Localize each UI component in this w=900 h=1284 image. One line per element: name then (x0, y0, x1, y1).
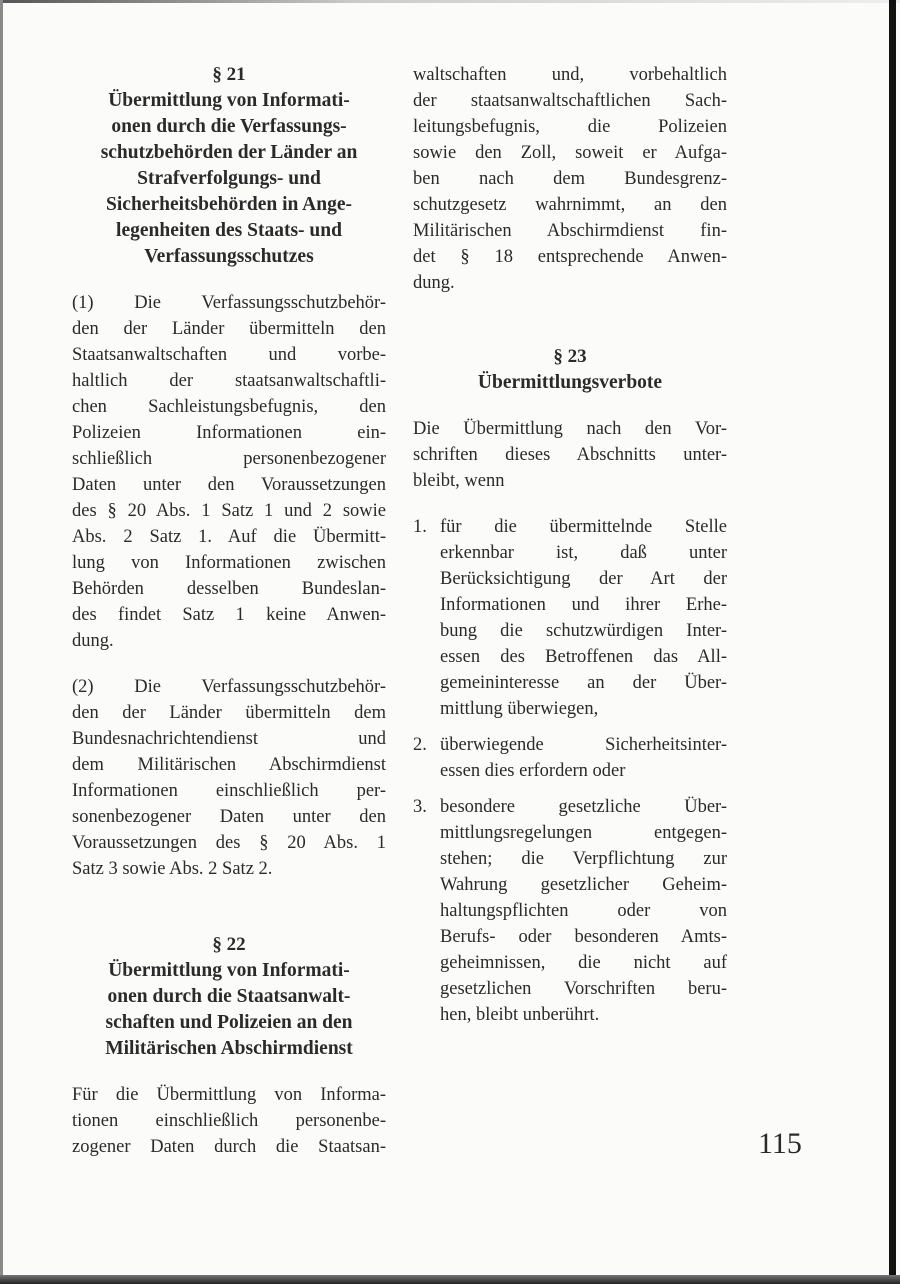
text-line: tionen einschließlich personenbe- (72, 1111, 386, 1131)
text-line: Informationen und ihrer Erhe- (440, 595, 727, 615)
text-line: gemeininteresse an der Über- (440, 673, 727, 693)
text-line: den der Länder übermitteln dem (72, 703, 386, 723)
text-line: ben nach dem Bundesgrenz- (413, 169, 727, 189)
text-line: essen dies erfordern oder (440, 761, 626, 781)
text-line: den der Länder übermitteln den (72, 319, 386, 339)
text-line: Sicherheitsbehörden in Ange- (106, 194, 352, 215)
text-line: Strafverfolgungs- und (137, 168, 321, 189)
section-23-list (413, 514, 727, 1028)
left-column (72, 62, 386, 1160)
text-line: dem Militärischen Abschirmdienst (72, 755, 386, 775)
page-number: 115 (758, 1127, 802, 1160)
text-line: dung. (413, 273, 455, 293)
scan-edge-right (889, 0, 896, 1284)
list-item-number: 2. (413, 735, 427, 755)
text-line: schriften dieses Abschnitts unter- (413, 445, 727, 465)
section-22-continuation (413, 62, 727, 296)
text-line: zogener Daten durch die Staatsan- (72, 1137, 386, 1157)
section-21-heading (72, 88, 386, 270)
text-line: chen Sachleistungsbefugnis, den (72, 397, 386, 417)
text-line: schaften und Polizeien an den (105, 1012, 353, 1033)
text-line: waltschaften und, vorbehaltlich (413, 65, 727, 85)
text-line: Staatsanwaltschaften und vorbe- (72, 345, 386, 365)
text-line: Wahrung gesetzlicher Geheim- (440, 875, 727, 895)
text-line: Polizeien Informationen ein- (72, 423, 386, 443)
text-line: onen durch die Staatsanwalt- (107, 986, 351, 1007)
section-23-number: § 23 (553, 346, 587, 367)
text-line: Übermittlung von Informati- (108, 90, 350, 111)
text-line: Verfassungsschutzes (144, 246, 314, 267)
text-line: lung von Informationen zwischen (72, 553, 386, 573)
text-line: legenheiten des Staats- und (116, 220, 342, 241)
text-line: des findet Satz 1 keine Anwen- (72, 605, 386, 625)
list-item-text (440, 794, 727, 1028)
section-21-paragraph-2 (72, 674, 386, 882)
text-line: Übermittlung von Informati- (108, 960, 350, 981)
section-23-intro (413, 416, 727, 494)
text-line: Daten unter den Voraussetzungen (72, 475, 386, 495)
list-item (413, 794, 727, 1028)
text-line: mittlungsregelungen entgegen- (440, 823, 727, 843)
scan-edge-bottom (0, 1275, 900, 1284)
text-line: der staatsanwaltschaftlichen Sach- (413, 91, 727, 111)
list-item-text (440, 732, 727, 784)
text-line: Berücksichtigung der Art der (440, 569, 727, 589)
list-item (413, 732, 727, 784)
text-line: für die übermittelnde Stelle (440, 517, 727, 537)
text-line: überwiegende Sicherheitsinter- (440, 735, 727, 755)
text-line: haltlich der staatsanwaltschaftli- (72, 371, 386, 391)
section-21-paragraph-1 (72, 290, 386, 654)
text-line: geheimnissen, die nicht auf (440, 953, 727, 973)
text-line: Satz 3 sowie Abs. 2 Satz 2. (72, 859, 273, 879)
text-line: onen durch die Verfassungs- (111, 116, 347, 137)
text-line: schließlich personenbezogener (72, 449, 386, 469)
text-line: Voraussetzungen des § 20 Abs. 1 (72, 833, 386, 853)
text-line: erkennbar ist, daß unter (440, 543, 727, 563)
text-line: sowie den Zoll, soweit er Aufga- (413, 143, 727, 163)
text-line: sonenbezogener Daten unter den (72, 807, 386, 827)
text-line: hen, bleibt unberührt. (440, 1005, 600, 1025)
text-line: gesetzlichen Vorschriften beru- (440, 979, 727, 999)
text-line: Militärischen Abschirmdienst (105, 1038, 353, 1059)
section-21-number: § 21 (212, 64, 246, 85)
text-line: Militärischen Abschirmdienst fin- (413, 221, 727, 241)
section-22-heading (72, 958, 386, 1062)
text-line: essen des Betroffenen das All- (440, 647, 727, 667)
text-line: Berufs- oder besonderen Amts- (440, 927, 727, 947)
text-line: Abs. 2 Satz 1. Auf die Übermitt- (72, 527, 386, 547)
scan-edge-top (0, 0, 900, 3)
text-line: Behörden desselben Bundeslan- (72, 579, 386, 599)
text-line: besondere gesetzliche Über- (440, 797, 727, 817)
text-line: Bundesnachrichtendienst und (72, 729, 386, 749)
text-line: haltungspflichten oder von (440, 901, 727, 921)
text-line: bleibt, wenn (413, 471, 505, 491)
scan-edge-left (0, 0, 3, 1284)
text-line: mittlung überwiegen, (440, 699, 599, 719)
text-line: schutzbehörden der Länder an (100, 142, 358, 163)
text-line: (1) Die Verfassungsschutzbehör- (72, 293, 386, 313)
list-item-text (440, 514, 727, 722)
text-line: dung. (72, 631, 114, 651)
section-22-paragraph (72, 1082, 386, 1160)
text-line: bung die schutzwürdigen Inter- (440, 621, 727, 641)
list-item (413, 514, 727, 722)
section-23-heading (413, 370, 727, 396)
text-line: Übermittlungsverbote (477, 372, 663, 393)
text-line: Die Übermittlung nach den Vor- (413, 419, 727, 439)
text-line: Für die Übermittlung von Informa- (72, 1085, 386, 1105)
text-line: det § 18 entsprechende Anwen- (413, 247, 727, 267)
text-line: schutzgesetz wahrnimmt, an den (413, 195, 727, 215)
text-line: (2) Die Verfassungsschutzbehör- (72, 677, 386, 697)
right-column (413, 62, 727, 1028)
text-line: des § 20 Abs. 1 Satz 1 und 2 sowie (72, 501, 386, 521)
text-line: leitungsbefugnis, die Polizeien (413, 117, 727, 137)
section-22-number: § 22 (212, 934, 246, 955)
list-item-number: 1. (413, 517, 427, 537)
text-line: stehen; die Verpflichtung zur (440, 849, 727, 869)
text-line: Informationen einschließlich per- (72, 781, 386, 801)
list-item-number: 3. (413, 797, 427, 817)
